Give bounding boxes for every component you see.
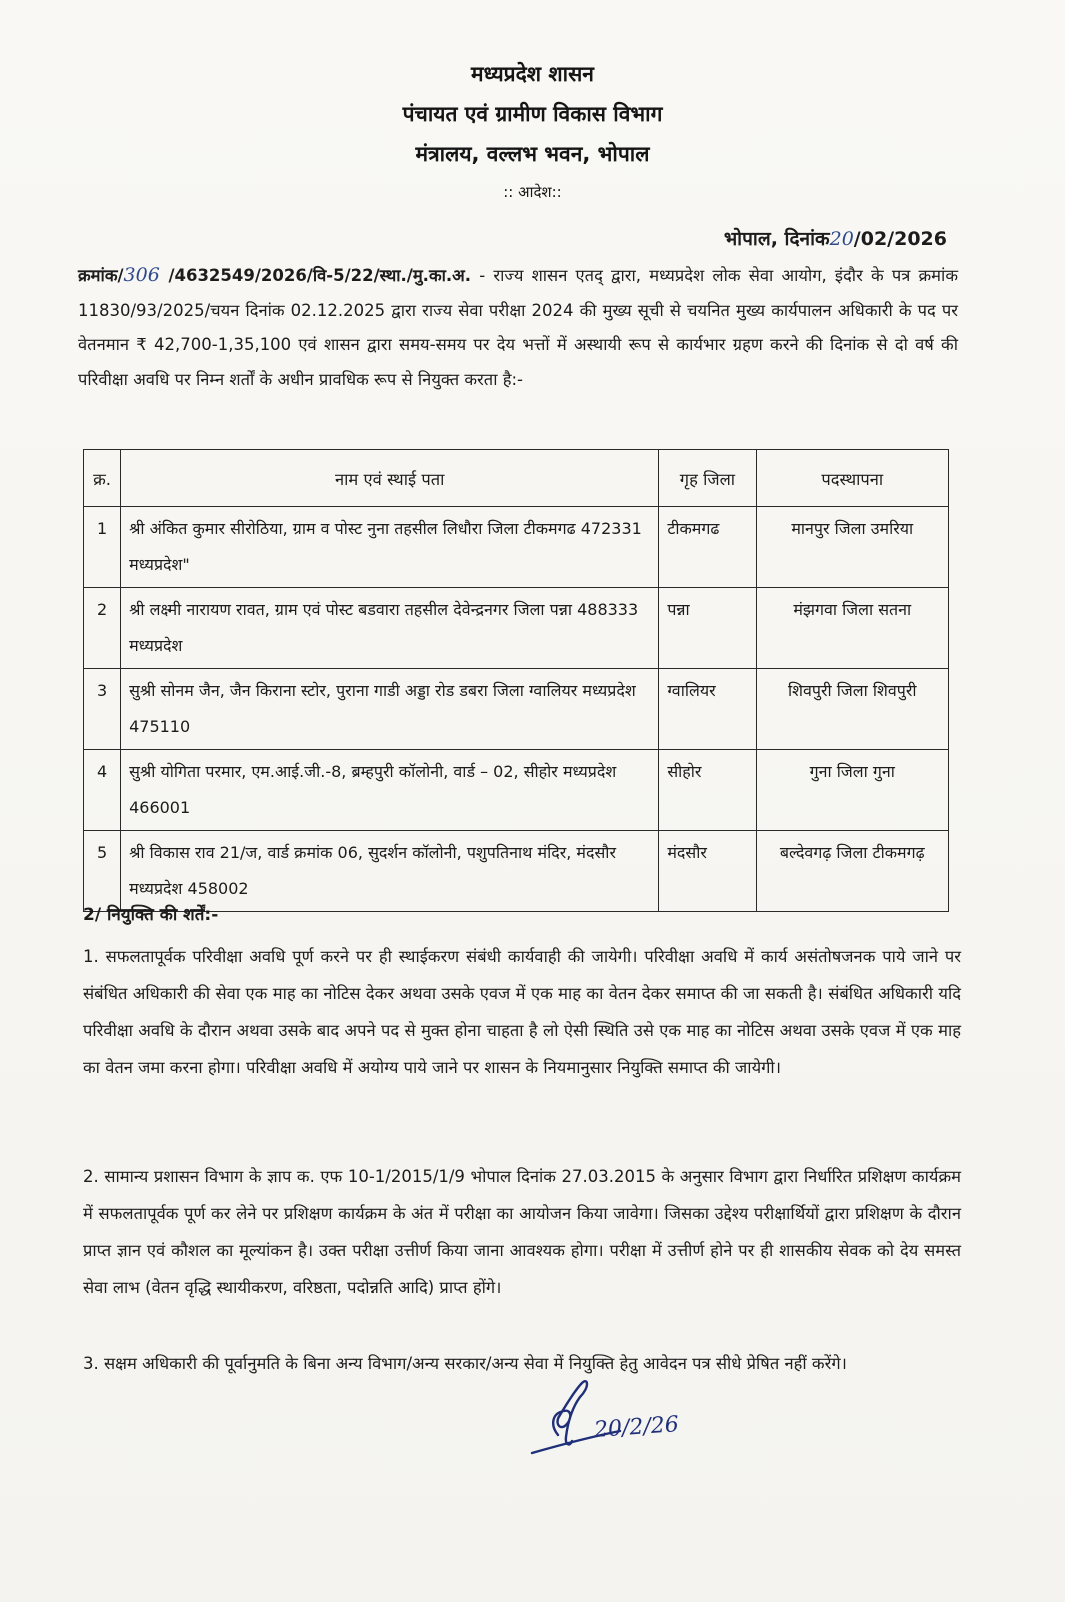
condition-item: 1. सफलतापूर्वक परिवीक्षा अवधि पूर्ण करने पर ही स्थाईकरण संबंधी कार्यवाही की जायेगी। परिवीक्षा अवधि में कार्य असंतोषजनक पाये जाने पर संबंधित अधिकारी की सेवा एक माह का नोटिस देकर अथवा उसके एवज में एक माह का वेतन देकर समाप्त की जा सकती है। संबंधित अधिकारी यदि परिवीक्षा अवधि के दौरान अथवा उसके बाद अपने पद से मुक्त होना चाहता है लो ऐसी स्थिति उसे एक माह का नोटिस अथवा उसके एवज में एक माह का वेतन जमा करना होगा। परिवीक्षा अवधि में अयोग्य पाये जाने पर शासन के नियमानुसार नियुक्ति समाप्त की जायेगी।: [83, 947, 961, 1077]
posting-cell: मंझगवा जिला सतना: [756, 588, 948, 669]
home-district-cell: टीकमगढ: [659, 507, 756, 588]
signature-stroke: [553, 1381, 587, 1444]
table-row: [84, 831, 949, 912]
order-text: - राज्य शासन एतद् द्वारा, मध्यप्रदेश लोक सेवा आयोग, इंदौर के पत्र क्रमांक 11830/93/2025/चयन दिनांक 02.12.2025 द्वारा राज्य सेवा परीक्षा 2024 की मुख्य सूची से चयनित मुख्य कार्यपालन अधिकारी के पद पर वेतनमान ₹ 42,700-1,35,100 एवं शासन द्वारा समय-समय पर देय भत्तों में अस्थायी रूप से कार्यभार ग्रहण करने की दिनांक से दो वर्ष की परिवीक्षा अवधि पर निम्न शर्तों के अधीन प्रावधिक रूप से नियुक्त करता है:-: [78, 266, 958, 389]
serial-cell: 3: [84, 669, 121, 750]
date-line: [724, 225, 947, 251]
table-row: [84, 588, 949, 669]
table-header-row: [84, 450, 949, 507]
table-row: [84, 750, 949, 831]
home-district-cell: सीहोर: [659, 750, 756, 831]
date-rest: /02/2026: [853, 228, 947, 250]
date-label: भोपाल, दिनांक: [723, 228, 830, 250]
handwritten-order-number: 306: [123, 264, 160, 286]
table-row: [84, 507, 949, 588]
order-paragraph: [78, 258, 958, 397]
conditions-heading: 2/ नियुक्ति की शर्तें:-: [83, 905, 219, 925]
header-serial: क्र.: [84, 450, 121, 507]
signature-date-text: 20/2/26: [593, 1412, 680, 1443]
serial-cell: 5: [84, 831, 121, 912]
serial-cell: 1: [84, 507, 121, 588]
order-reference: /4632549/2026/वि-5/22/स्था./मु.का.अ.: [159, 266, 472, 285]
home-district-cell: मंदसौर: [659, 831, 756, 912]
government-title: मध्यप्रदेश शासन: [471, 62, 594, 86]
table-row: [84, 669, 949, 750]
name-address-cell: श्री अंकित कुमार सीरोठिया, ग्राम व पोस्ट नुना तहसील लिधौरा जिला टीकमगढ 472331 मध्यप्रदेश": [121, 507, 659, 588]
posting-cell: शिवपुरी जिला शिवपुरी: [756, 669, 948, 750]
handwritten-day: 20: [829, 228, 854, 250]
order-label: :: आदेश::: [503, 183, 562, 201]
home-district-cell: पन्ना: [659, 588, 756, 669]
appointment-table: [83, 449, 949, 912]
name-address-cell: सुश्री सोनम जैन, जैन किराना स्टोर, पुराना गाडी अड्डा रोड डबरा जिला ग्वालियर मध्यप्रदेश 475110: [121, 669, 659, 750]
name-address-cell: श्री लक्ष्मी नारायण रावत, ग्राम एवं पोस्ट बडवारा तहसील देवेन्द्रनगर जिला पन्ना 488333 मध्यप्रदेश: [121, 588, 659, 669]
posting-cell: बल्देवगढ़ जिला टीकमगढ़: [756, 831, 948, 912]
posting-cell: गुना जिला गुना: [756, 750, 948, 831]
header-home-district: गृह जिला: [659, 450, 756, 507]
name-address-cell: सुश्री योगिता परमार, एम.आई.जी.-8, ब्रम्हपुरी कॉलोनी, वार्ड – 02, सीहोर मध्यप्रदेश 466001: [121, 750, 659, 831]
header-posting: पदस्थापना: [756, 450, 948, 507]
header-name-address: नाम एवं स्थाई पता: [121, 450, 659, 507]
office-address: मंत्रालय, वल्लभ भवन, भोपाल: [415, 142, 650, 166]
department-title: पंचायत एवं ग्रामीण विकास विभाग: [402, 102, 663, 126]
name-address-cell: श्री विकास राव 21/ज, वार्ड क्रमांक 06, सुदर्शन कॉलोनी, पशुपतिनाथ मंदिर, मंदसौर मध्यप्रदेश 458002: [121, 831, 659, 912]
condition-item: 2. सामान्य प्रशासन विभाग के ज्ञाप क. एफ 10-1/2015/1/9 भोपाल दिनांक 27.03.2015 के अनुसार विभाग द्वारा निर्धारित प्रशिक्षण कार्यक्रम में सफलतापूर्वक पूर्ण कर लेने पर प्रशिक्षण कार्यक्रम के अंत में परीक्षा का आयोजन किया जावेगा। जिसका उद्देश्य परीक्षार्थियों द्वारा प्रशिक्षण के दौरान प्राप्त ज्ञान एवं कौशल का मूल्यांकन है। उक्त परीक्षा उत्तीर्ण किया जाना आवश्यक होगा। परीक्षा में उत्तीर्ण होने पर ही शासकीय सेवक को देय समस्त सेवा लाभ (वेतन वृद्धि स्थायीकरण, वरिष्ठता, पदोन्नति आदि) प्राप्त होंगे।: [83, 1167, 961, 1297]
serial-cell: 2: [84, 588, 121, 669]
serial-cell: 4: [84, 750, 121, 831]
posting-cell: मानपुर जिला उमरिया: [756, 507, 948, 588]
condition-item: 3. सक्षम अधिकारी की पूर्वानुमति के बिना अन्य विभाग/अन्य सरकार/अन्य सेवा में नियुक्ति हेतु आवेदन पत्र सीधे प्रेषित नहीं करेंगे।: [83, 1354, 847, 1373]
order-prefix: क्रमांक/: [78, 266, 124, 285]
home-district-cell: ग्वालियर: [659, 669, 756, 750]
